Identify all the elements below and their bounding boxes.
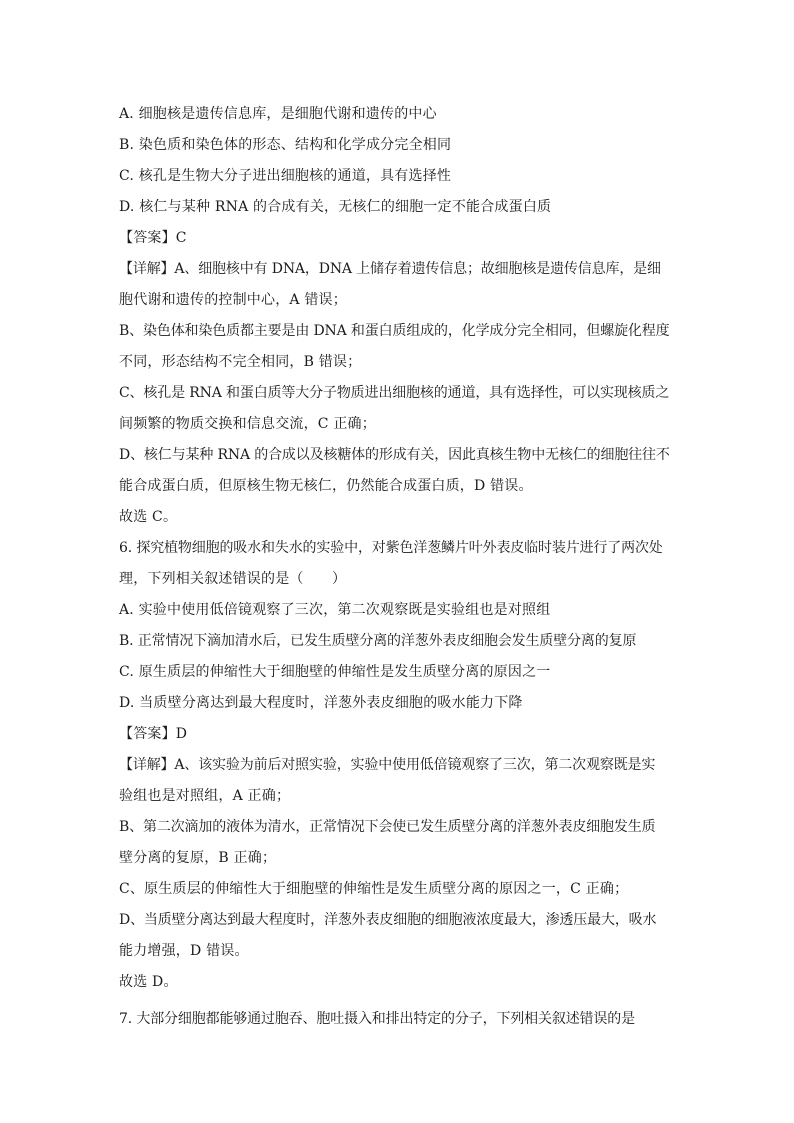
- q6-option-d: D. 当质壁分离达到最大程度时，洋葱外表皮细胞的吸水能力下降: [119, 695, 523, 711]
- q6-explanation-line: 能力增强，D 错误。: [119, 943, 249, 959]
- q6-option-b: B. 正常情况下滴加清水后，已发生质壁分离的洋葱外表皮细胞会发生质壁分离的复原: [119, 633, 637, 649]
- q5-explanation-line: 不同，形态结构不完全相同，B 错误；: [119, 354, 362, 370]
- q5-answer: 【答案】C: [119, 230, 187, 246]
- q5-explanation-line: D、核仁与某种 RNA 的合成以及核糖体的形成有关，因此真核生物中无核仁的细胞往往不: [119, 447, 670, 463]
- q5-option-b: B. 染色质和染色体的形态、结构和化学成分完全相同: [119, 137, 452, 153]
- q6-explanation-line: D、当质壁分离达到最大程度时，洋葱外表皮细胞的细胞液浓度最大，渗透压最大，吸水: [119, 912, 657, 928]
- q6-option-a: A. 实验中使用低倍镜观察了三次，第二次观察既是实验组也是对照组: [119, 602, 551, 618]
- q5-explanation-line: 能合成蛋白质，但原核生物无核仁，仍然能合成蛋白质，D 错误。: [119, 478, 533, 494]
- q6-conclusion: 故选 D。: [119, 974, 178, 990]
- q6-stem-line: 6. 探究植物细胞的吸水和失水的实验中，对紫色洋葱鳞片叶外表皮临时装片进行了两次处: [119, 540, 663, 556]
- q6-explanation-line: C、原生质层的伸缩性大于细胞壁的伸缩性是发生质壁分离的原因之一，C 正确；: [119, 881, 629, 897]
- q6-explanation-line: 壁分离的复原，B 正确；: [119, 850, 277, 866]
- q5-option-d: D. 核仁与某种 RNA 的合成有关，无核仁的细胞一定不能合成蛋白质: [119, 199, 552, 215]
- q5-explanation-line: B、染色体和染色质都主要是由 DNA 和蛋白质组成的，化学成分完全相同，但螺旋化程度: [119, 323, 670, 339]
- q7-stem-line: 7. 大部分细胞都能够通过胞吞、胞吐摄入和排出特定的分子，下列相关叙述错误的是: [119, 1011, 635, 1027]
- q5-explanation-line: C、核孔是 RNA 和蛋白质等大分子物质进出细胞核的通道，具有选择性，可以实现核质之: [119, 385, 670, 401]
- q5-explanation-line: 【详解】A、细胞核中有 DNA，DNA 上储存着遗传信息；故细胞核是遗传信息库，是细: [119, 261, 661, 277]
- q6-explanation-line: B、第二次滴加的液体为清水，正常情况下会使已发生质壁分离的洋葱外表皮细胞发生质: [119, 819, 656, 835]
- q5-option-c: C. 核孔是生物大分子进出细胞核的通道，具有选择性: [119, 168, 452, 184]
- q6-explanation-line: 验组也是对照组，A 正确；: [119, 788, 291, 804]
- q5-explanation-line: 胞代谢和遗传的控制中心，A 错误；: [119, 292, 347, 308]
- q6-answer: 【答案】D: [119, 726, 188, 742]
- q6-option-c: C. 原生质层的伸缩性大于细胞壁的伸缩性是发生质壁分离的原因之一: [119, 664, 551, 680]
- q5-option-a: A. 细胞核是遗传信息库，是细胞代谢和遗传的中心: [119, 106, 437, 122]
- q6-stem-line: 理，下列相关叙述错误的是（ ）: [119, 571, 347, 587]
- q5-explanation-line: 间频繁的物质交换和信息交流，C 正确；: [119, 416, 376, 432]
- q5-conclusion: 故选 C。: [119, 509, 178, 525]
- q6-explanation-line: 【详解】A、该实验为前后对照实验，实验中使用低倍镜观察了三次，第二次观察既是实: [119, 757, 656, 773]
